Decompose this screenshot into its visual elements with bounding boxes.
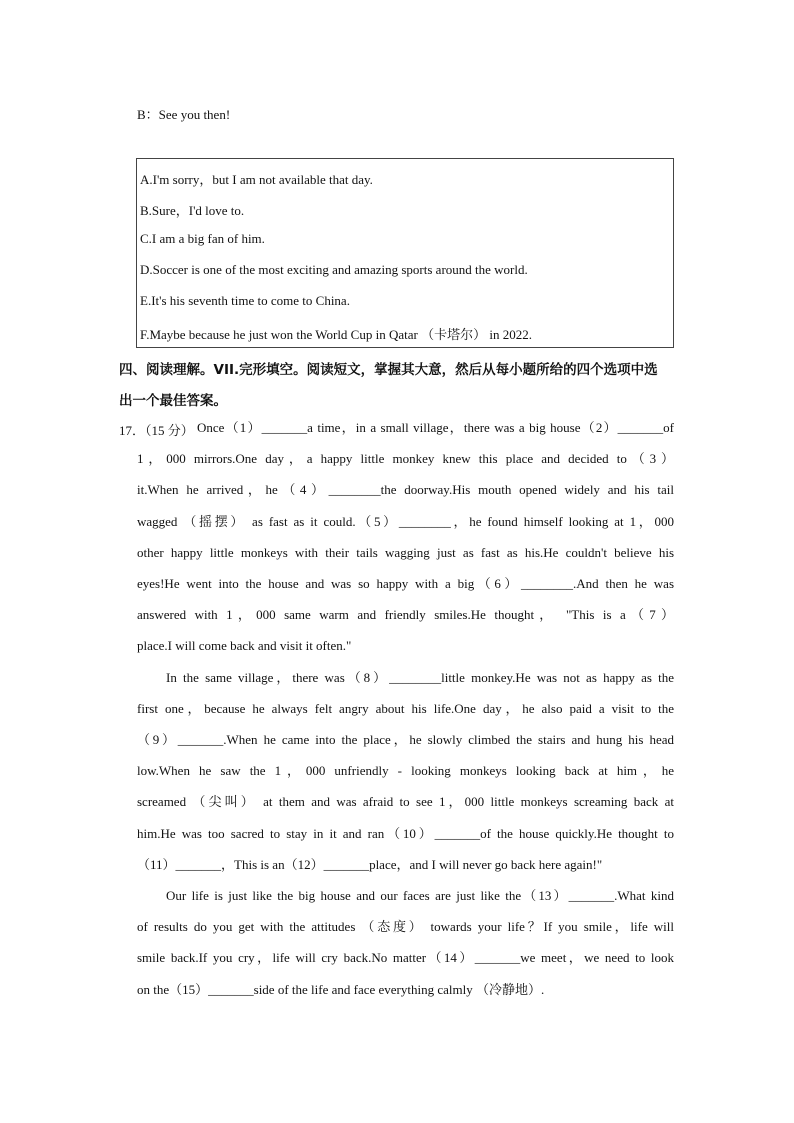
paragraph1-line: 1，000 mirrors.One day，a happy little monkey knew this place and decided to（3） [137,451,674,466]
paragraph2-line: In the same village，there was（8）________little monkey.He was not as happy as the [166,670,674,685]
paragraph1-line: it.When he arrived，he（4）________the doorway.His mouth opened widely and his tail [137,482,674,497]
paragraph3-line: of results do you get with the attitudes （态度） towards your life？If you smile，life will [137,919,674,934]
section-heading-line2: 出一个最佳答案。 [119,393,227,409]
section-heading-line1: 四、阅读理解。VII.完形填空。阅读短文，掌握其大意，然后从每小题所给的四个选项中选 [119,362,658,378]
option-b: B.Sure，I'd love to. [140,203,245,218]
paragraph1-line: answered with 1，000 same warm and friendly smiles.He thought， "This is a（7） [137,607,674,622]
paragraph3-line: Our life is just like the big house and our faces are just like the（13）_______.What kind [166,888,674,903]
paragraph2-line: low.When he saw the 1，000 unfriendly - looking monkeys looking back at him，he [137,763,674,778]
paragraph2-line: screamed （尖叫） at them and was afraid to see 1，000 little monkeys screaming back at [137,794,674,809]
question-number: 17．（15 分） [119,423,194,438]
option-c: C.I am a big fan of him. [140,231,265,246]
paragraph2-line: （9）_______.When he came into the place，he slowly climbed the stairs and hung his head [137,732,674,747]
paragraph3-line: on the（15）_______side of the life and face everything calmly （冷静地）. [137,982,545,997]
paragraph2-line: （11）_______，This is an（12）_______place，and I will never go back here again!" [137,857,603,872]
paragraph3-line: smile back.If you cry，life will cry back.No matter（14）_______we meet，we need to look [137,950,674,965]
paragraph1-line: Once（1）_______a time，in a small village，there was a big house（2）_______of [197,420,674,435]
option-e: E.It's his seventh time to come to China. [140,293,350,308]
dialog-line-b: B：See you then! [137,107,231,122]
paragraph1-line: other happy little monkeys with their tails wagging just as fast as his.He couldn't believe his [137,545,674,560]
paragraph1-line: place.I will come back and visit it often." [137,638,352,653]
paragraph1-line: eyes!He went into the house and was so happy with a big（6）________.And then he was [137,576,674,591]
paragraph2-line: him.He was too sacred to stay in it and ran（10）_______of the house quickly.He thought to [137,826,674,841]
option-d: D.Soccer is one of the most exciting and amazing sports around the world. [140,262,528,277]
options-box [136,158,674,348]
option-a: A.I'm sorry，but I am not available that day. [140,172,373,187]
option-f: F.Maybe because he just won the World Cup in Qatar （卡塔尔） in 2022. [140,327,532,342]
paragraph2-line: first one，because he always felt angry about his life.One day，he also paid a visit to the [137,701,674,716]
paragraph1-line: wagged （摇摆） as fast as it could.（5）________，he found himself looking at 1，000 [137,514,674,529]
